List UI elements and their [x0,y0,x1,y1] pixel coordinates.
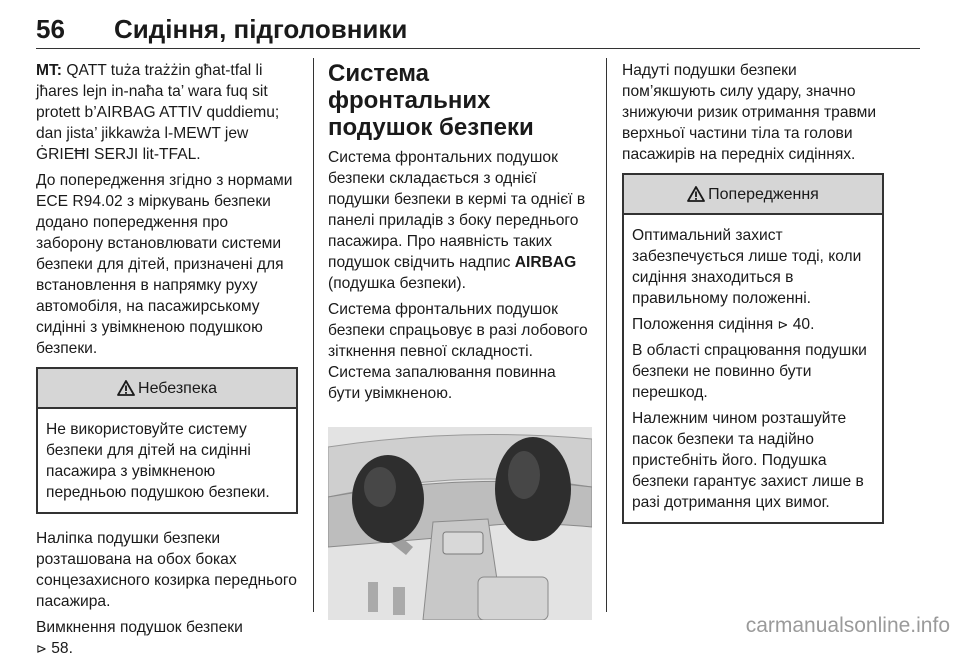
reference-page: 58. [51,640,73,657]
column-2 [328,60,590,626]
airbag-deactivation-reference [36,638,298,659]
danger-box-body [38,409,296,512]
page-header [36,8,920,49]
deployment-paragraph: Система фронтальних подушок безпеки спрацьовує в разі лобового зіткнення певної складності. Система запалювання повинна бути увімкненою. [328,301,588,402]
airbag-illustration [328,427,592,620]
page-number: 56 [36,14,65,44]
warning-seat-reference [632,314,874,335]
warning-triangle-icon [117,380,135,396]
watermark: carmanualsonline.info [745,614,950,637]
danger-box-header [38,369,296,409]
seat-position-label: Положення сидіння [632,316,774,333]
arrow-reference-icon: ⊳ [777,317,789,332]
column-1 [36,60,298,664]
mt-text: QATT tuża trażżin għat-tfal li jħares lejn in-naħa ta’ wara fuq sit protett b’AIRBAG ATTIV quddiemu; dan jista’ jikkawża l-MEWT jew ĠRIEĦI SERJI lit-TFAL. [36,62,280,163]
system-description-tail: (подушка безпеки). [328,275,466,292]
warning-seat-position: Оптимальний захист забезпечується лише тоді, коли сидіння знаходиться в правильному положенні. [632,227,862,307]
system-description [328,147,590,294]
column-divider-left [313,58,314,612]
system-description-text: Система фронтальних подушок безпеки складається з однієї подушки безпеки в кермі та однієї в панелі приладів з боку переднього пасажира. Про наявність таких подушок свідчить надпис [328,149,586,271]
airbag-deactivation-heading: Вимкнення подушок безпеки [36,619,243,636]
danger-title: Небезпека [138,379,217,397]
column-3 [622,60,884,538]
section-title: Система фронтальних подушок безпеки [328,60,534,141]
column-divider-right [606,58,607,612]
ece-note-paragraph: До попередження згідно з нормами ECE R94.02 з міркувань безпеки додано попередження про заборону встановлювати системи безпеки для дітей, призначені для встановлення в напрямку руху автомобіля, на пасажирському сидінні з увімкненою подушкою безпеки. [36,172,293,357]
warning-box [622,173,884,524]
mt-label: MT: [36,62,62,79]
arrow-reference-icon: ⊳ [36,641,47,656]
maltese-warning-text [36,60,298,165]
sticker-paragraph: Наліпка подушки безпеки розташована на обох боках сонцезахисного козирка переднього пасажира. [36,530,297,610]
warning-seatbelt: Належним чином розташуйте пасок безпеки та надійно пристебніть його. Подушка безпеки гарантує захист лише в разі дотримання цих вимог. [632,410,864,511]
chapter-title: Сидіння, підголовники [114,14,408,44]
warning-box-header [624,175,882,215]
warning-triangle-icon [687,186,705,202]
danger-text: Не використовуйте систему безпеки для дітей на сидінні пасажира з увімкненою передньою подушкою безпеки. [46,421,270,501]
warning-title: Попередження [708,185,819,203]
warning-box-body [624,215,882,522]
reference-page: 40. [792,316,815,333]
danger-box [36,367,298,514]
warning-obstacles: В області спрацювання подушки безпеки не повинно бути перешкод. [632,342,867,401]
airbag-label: AIRBAG [514,254,577,271]
inflated-airbag-paragraph: Надуті подушки безпеки пом’якшують силу удару, значно знижуючи ризик отримання травми верхньої частини тіла та голови пасажирів на передніх сидіннях. [622,62,877,163]
